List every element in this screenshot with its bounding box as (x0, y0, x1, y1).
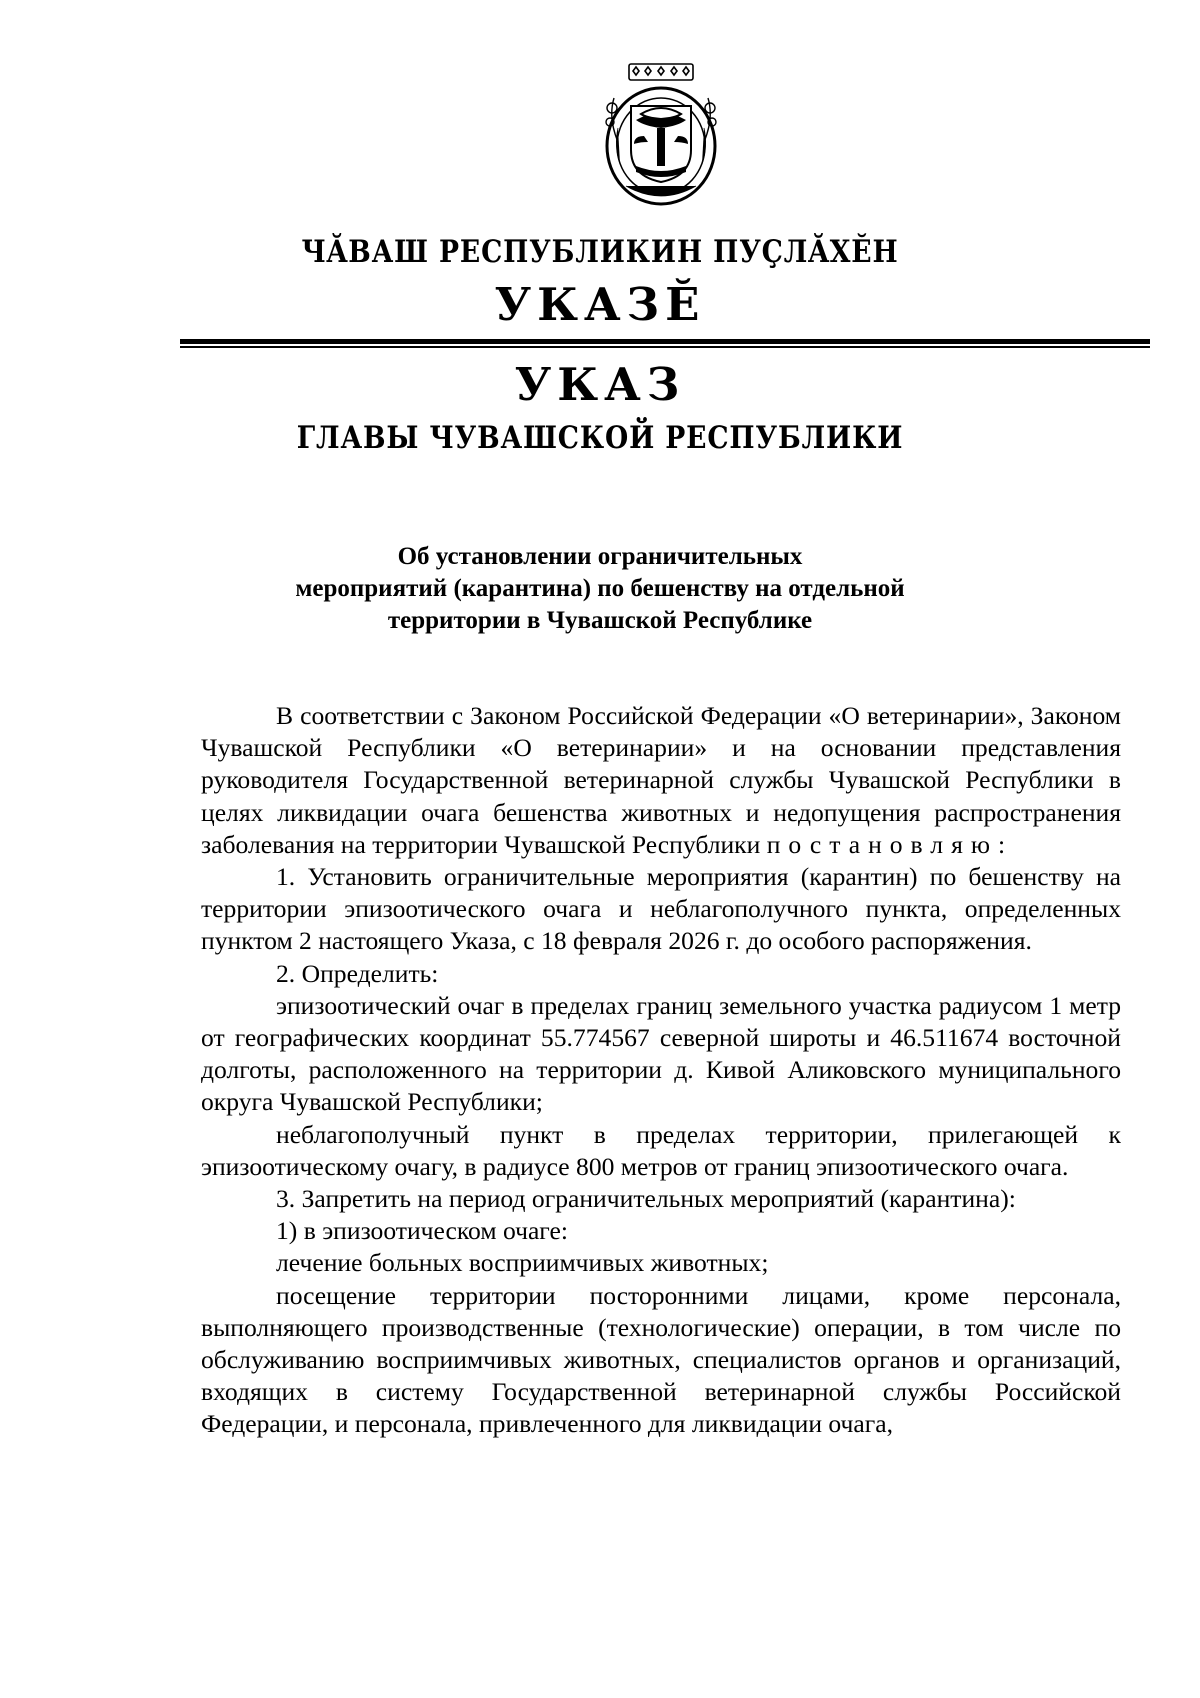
document-title (0, 541, 1200, 637)
preamble-keyword: постановляю: (766, 829, 1014, 859)
paragraph-1: 1. Установить ограничительные мероприятия (карантин) по бешенству на территории эпизоотического очага и неблагополучного пункта, определенных пунктом 2 настоящего Указа, с 18 февраля 2026 г. до особого распоряжения. (201, 862, 1121, 956)
header-divider-thick (180, 339, 1150, 344)
title-line: Об установлении ограничительных (397, 543, 803, 570)
coat-of-arms-emblem (596, 58, 726, 208)
paragraph-3-1a: лечение больных восприимчивых животных; (276, 1248, 769, 1278)
russian-header-line1: УКАЗ (514, 358, 686, 411)
russian-header-line2: ГЛАВЫ ЧУВАШСКОЙ РЕСПУБЛИКИ (296, 420, 904, 456)
paragraph-3: 3. Запретить на период ограничительных мероприятий (карантина): (276, 1184, 1016, 1214)
title-line: территории в Чувашской Республике (387, 607, 813, 634)
paragraph-2a: эпизоотический очаг в пределах границ земельного участка радиусом 1 метр от географических координат 55.774567 северной широты и 46.511674 восточной долготы, расположенного на территории д. Кивой Аликовского муниципального округа Чувашской Республики; (201, 990, 1121, 1117)
preamble-text: В соответствии с Законом Российской Федерации «О ветеринарии», Законом Чувашской Республики «О ветеринарии» и на основании представления руководителя Государственной ветеринарной службы Чувашской Республики в целях ликвидации очага бешенства животных и недопущения распространения заболевания на территории Чувашской Республики (201, 701, 1121, 859)
paragraph-2: 2. Определить: (276, 958, 439, 988)
paragraph-3-1b: посещение территории посторонними лицами, кроме персонала, выполняющего производственные (технологические) операции, в том числе по обслуживанию восприимчивых животных, специалистов органов и организаций, входящих в систему Государственной ветеринарной службы Российской Федерации, и персонала, привлеченного для ликвидации очага, (201, 1280, 1121, 1439)
title-line: мероприятий (карантина) по бешенству на отдельной (295, 575, 905, 602)
paragraph-2b: неблагополучный пункт в пределах территории, прилегающей к эпизоотическому очагу, в радиусе 800 метров от границ эпизоотического очага. (201, 1119, 1121, 1181)
crown-stars (629, 64, 693, 80)
chuvash-header-line2: УКАЗĔ (494, 278, 706, 331)
header-divider-thin (180, 346, 1150, 348)
chuvash-header-line1: ЧĂВАШ РЕСПУБЛИКИН ПУÇЛĂХĔН (301, 234, 899, 270)
preamble-paragraph (201, 700, 1121, 861)
document-body (201, 700, 1121, 1441)
paragraph-3-1: 1) в эпизоотическом очаге: (276, 1216, 568, 1246)
